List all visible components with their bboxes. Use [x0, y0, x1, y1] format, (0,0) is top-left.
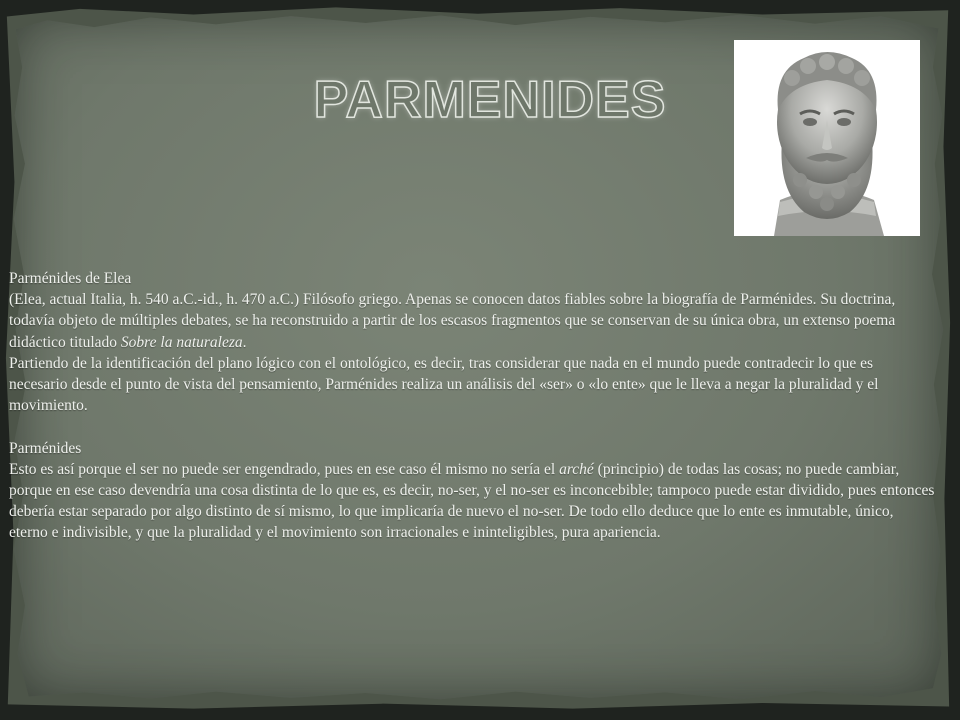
- paragraph-heading: Parménides: [9, 439, 82, 457]
- portrait-image: [734, 40, 920, 236]
- arche-term: arché: [559, 460, 594, 478]
- work-title: Sobre la naturaleza: [120, 333, 243, 351]
- paragraph-biography: [9, 289, 935, 353]
- doctrine-text-end: (principio) de todas las cosas; no puede cambiar, porque en ese caso devendría una cosa distinta de lo que es, es decir, no-ser, y el no-ser es inconcebible; tampoco puede estar dividido, pues entonces debería estar separado por algo distinto de sí mismo, lo que implicaría de nuevo el no-ser. De todo ello deduce que lo ente es inmutable, único, eterno e indivisible, y que la pluralidad y el movimiento son irracionales e ininteligibles, pura apariencia.: [9, 460, 935, 542]
- paragraph-subtitle: Parménides de Elea: [9, 270, 132, 287]
- paragraph-analysis: Partiendo de la identificación del plano lógico con el ontológico, es decir, tras considerar que nada en el mundo puede contradecir lo que es necesario desde el punto de vista del pensamiento, Parménides realiza un análisis del «ser» o «lo ente» que le lleva a negar la pluralidad y el movimiento.: [9, 354, 879, 415]
- page-title: PARMENIDES: [313, 71, 667, 129]
- parmenides-bust-icon: [734, 40, 920, 236]
- paragraph-doctrine: [9, 459, 935, 544]
- biography-text: (Elea, actual Italia, h. 540 a.C.-id., h. 470 a.C.) Filósofo griego. Apenas se conocen datos fiables sobre la biografía de Parménides. Su doctrina, todavía objeto de múltiples debates, se ha reconstruido a partir de los escasos fragmentos que se conservan de su única obra, un extenso poema didáctico titulado: [9, 291, 896, 351]
- spacer: [9, 416, 935, 437]
- body-text: [9, 268, 935, 544]
- doctrine-text-start: Esto es así porque el ser no puede ser engendrado, pues en ese caso él mismo no sería el: [9, 460, 560, 478]
- biography-end: .: [242, 333, 247, 351]
